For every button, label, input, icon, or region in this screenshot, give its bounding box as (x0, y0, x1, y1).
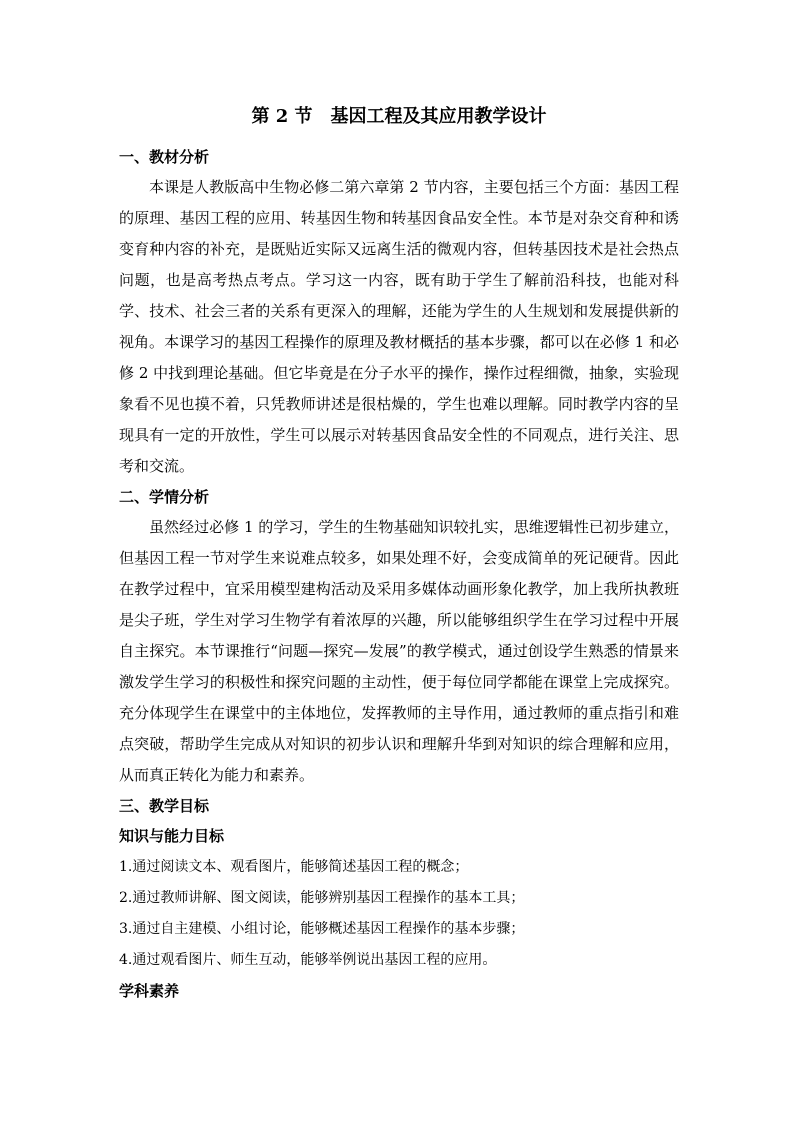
goal-item: 1.通过阅读文本、观看图片，能够简述基因工程的概念； (119, 859, 469, 875)
section-teaching-goals (119, 791, 679, 1007)
goal-item: 4.通过观看图片、师生互动，能够举例说出基因工程的应用。 (119, 952, 497, 968)
section-learner-analysis (119, 482, 679, 791)
section-heading: 一、教材分析 (119, 148, 210, 166)
section-heading: 三、教学目标 (119, 797, 210, 815)
knowledge-goals-heading: 知识与能力目标 (119, 827, 225, 845)
literacy-heading: 学科素养 (119, 982, 180, 1000)
section-textbook-analysis (119, 142, 679, 482)
section-heading: 二、学情分析 (119, 488, 210, 506)
document-title: 第 2 节 基因工程及其应用教学设计 (251, 106, 547, 127)
section-paragraph: 虽然经过必修 1 的学习，学生的生物基础知识较扎实，思维逻辑性已初步建立，但基因工程一节对学生来说难点较多，如果处理不好，会变成简单的死记硬背。因此在教学过程中，宜采用模型建构活动及采用多媒体动画形象化教学，加上我所执教班是尖子班，学生对学习生物学有着浓厚的兴趣，所以能够组织学生在学习过程中开展自主探究。本节课推行“问题—探究—发展”的教学模式，通过创设学生熟悉的情景来激发学生学习的积极性和探究问题的主动性，便于每位同学都能在课堂上完成探究。充分体现学生在课堂中的主体地位，发挥教师的主导作用，通过教师的重点指引和难点突破，帮助学生完成从对知识的初步认识和理解升华到对知识的综合理解和应用，从而真正转化为能力和素养。 (119, 518, 679, 784)
goal-item: 3.通过自主建模、小组讨论，能够概述基因工程操作的基本步骤； (119, 921, 525, 937)
goal-item: 2.通过教师讲解、图文阅读，能够辨别基因工程操作的基本工具； (119, 890, 525, 906)
document-body (119, 104, 679, 1007)
section-paragraph: 本课是人教版高中生物必修二第六章第 2 节内容，主要包括三个方面：基因工程的原理、基因工程的应用、转基因生物和转基因食品安全性。本节是对杂交育种和诱变育种内容的补充，是既贴近实际又远离生活的微观内容，但转基因技术是社会热点问题，也是高考热点考点。学习这一内容，既有助于学生了解前沿科技，也能对科学、技术、社会三者的关系有更深入的理解，还能为学生的人生规划和发展提供新的视角。本课学习的基因工程操作的原理及教材概括的基本步骤，都可以在必修 1 和必修 2 中找到理论基础。但它毕竟是在分子水平的操作，操作过程细微，抽象，实验现象看不见也摸不着，只凭教师讲述是很枯燥的，学生也难以理解。同时教学内容的呈现具有一定的开放性，学生可以展示对转基因食品安全性的不同观点，进行关注、思考和交流。 (119, 178, 679, 475)
